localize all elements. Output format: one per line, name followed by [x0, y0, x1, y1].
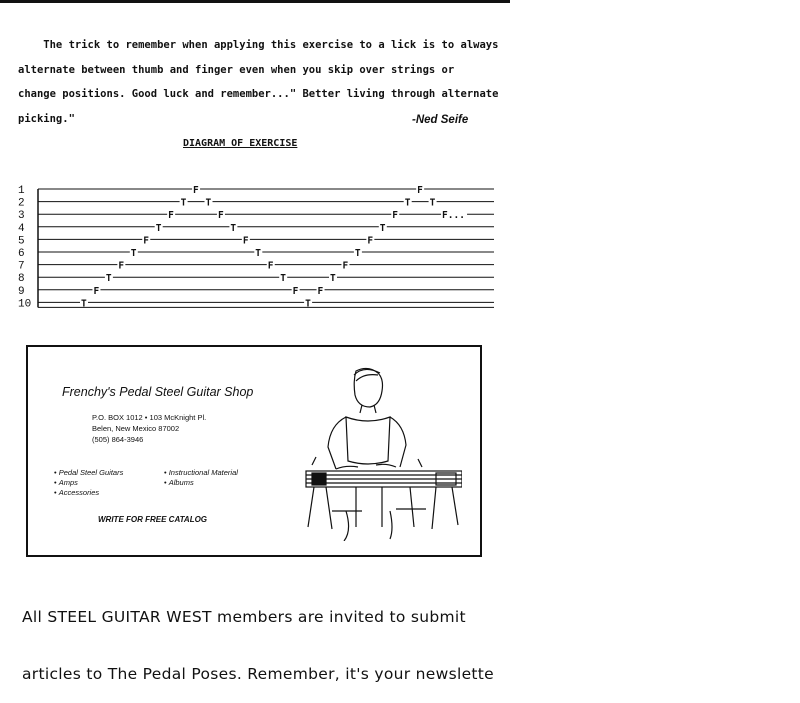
thumb-note: T: [205, 197, 212, 209]
product-item: • Albums: [164, 478, 238, 488]
product-item: • Accessories: [54, 488, 123, 498]
phone-line: (505) 864-3946: [92, 435, 144, 444]
steel-guitar-player-illustration: [286, 361, 462, 541]
string-number: 6: [18, 248, 25, 260]
thumb-note: T: [379, 222, 386, 234]
member-notice: [22, 570, 494, 703]
thumb-note: T: [230, 222, 237, 234]
address-line: Belen, New Mexico 87002: [92, 424, 180, 433]
thumb-note: T: [180, 197, 187, 209]
thumb-note: T: [305, 298, 311, 310]
product-item: • Amps: [54, 478, 123, 488]
finger-note: F: [317, 285, 324, 297]
thumb-note: T: [155, 222, 162, 234]
finger-note: F: [143, 235, 149, 247]
finger-note: F: [93, 285, 100, 297]
paragraph-line: picking.": [18, 112, 75, 125]
finger-note: F: [168, 210, 174, 222]
string-number: 4: [18, 222, 25, 235]
product-item: • Instructional Material: [164, 468, 238, 478]
thumb-note: T: [330, 273, 336, 285]
finger-note: F...: [442, 210, 465, 222]
shop-advertisement: [26, 345, 482, 557]
shop-address: [92, 412, 206, 445]
top-rule: [0, 0, 510, 3]
string-number: 8: [18, 273, 25, 286]
notice-line: articles to The Pedal Poses. Remember, it's your newslette: [22, 665, 495, 683]
diagram-title: DIAGRAM OF EXERCISE: [183, 138, 298, 149]
paragraph-line: alternate between thumb and finger even when you skip over strings or: [18, 63, 455, 76]
finger-note: F: [367, 235, 374, 247]
string-number: 1: [18, 185, 25, 197]
product-item: • Pedal Steel Guitars: [54, 468, 123, 478]
string-number: 10: [18, 298, 32, 311]
finger-note: F: [417, 185, 423, 196]
thumb-note: T: [130, 248, 137, 259]
string-number: 3: [18, 210, 25, 223]
string-number: 7: [18, 260, 25, 273]
catalog-offer: WRITE FOR FREE CATALOG: [98, 515, 208, 524]
finger-note: F: [217, 210, 224, 222]
signature: -Ned Seife: [412, 114, 469, 126]
notice-line: All STEEL GUITAR WEST members are invited to submit: [22, 608, 466, 626]
thumb-note: T: [280, 273, 286, 285]
thumb-note: T: [404, 197, 411, 209]
address-line: P.O. BOX 1012 • 103 McKnight Pl.: [92, 413, 207, 422]
tablature-diagram: [16, 183, 496, 313]
finger-note: F: [193, 185, 199, 196]
finger-note: F: [267, 260, 274, 272]
finger-note: F: [292, 285, 299, 297]
thumb-note: T: [255, 248, 262, 259]
thumb-note: T: [81, 298, 87, 310]
paragraph-line: The trick to remember when applying this exercise to a lick is to always: [18, 39, 499, 51]
string-number: 9: [18, 285, 25, 298]
product-list-right: [164, 468, 238, 488]
string-number: 2: [18, 197, 25, 210]
finger-note: F: [118, 260, 125, 272]
thumb-note: T: [354, 248, 361, 259]
finger-note: F: [242, 235, 249, 247]
thumb-note: T: [105, 273, 112, 285]
finger-note: F: [392, 210, 398, 222]
shop-name: Frenchy's Pedal Steel Guitar Shop: [62, 385, 254, 399]
thumb-note: T: [429, 197, 436, 209]
product-list-left: [54, 468, 123, 498]
paragraph-line: change positions. Good luck and remember..." Better living through alternate: [18, 88, 499, 100]
string-number: 5: [18, 235, 25, 248]
finger-note: F: [342, 260, 349, 272]
